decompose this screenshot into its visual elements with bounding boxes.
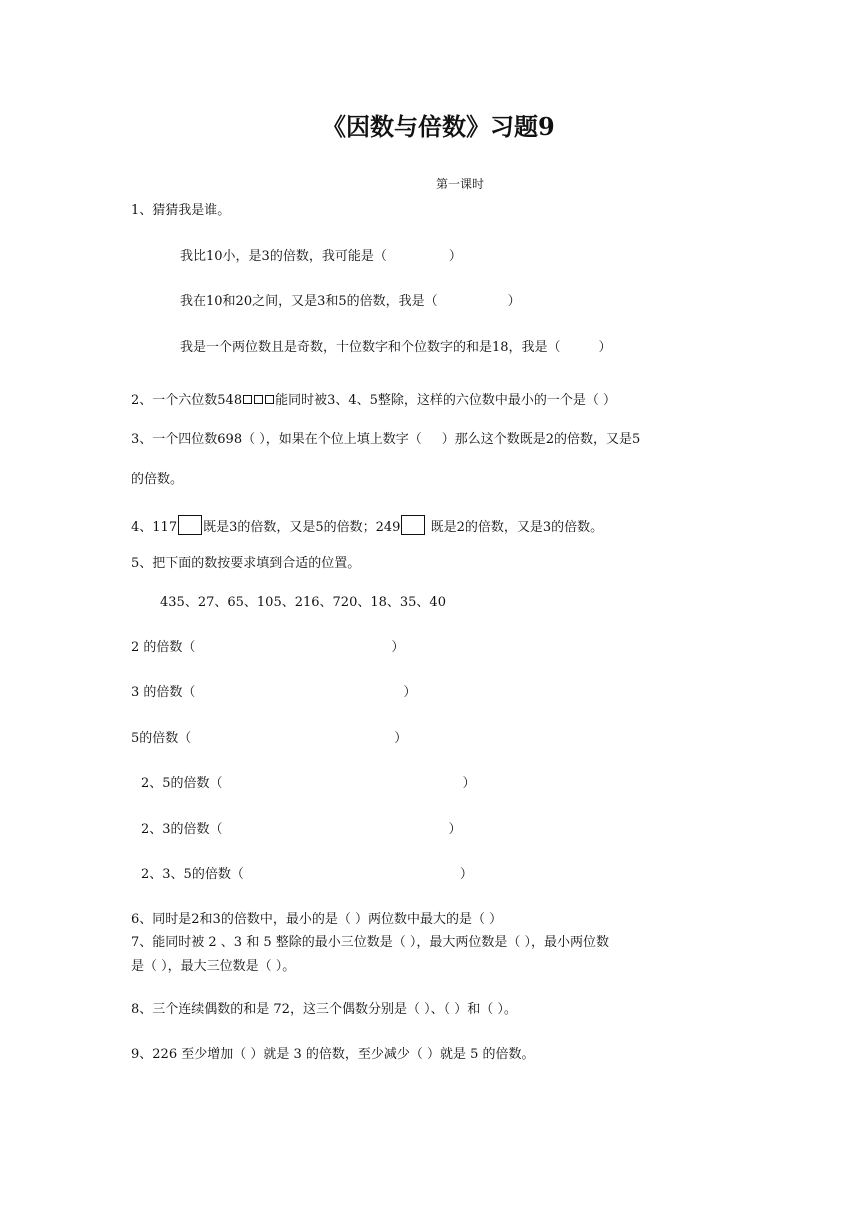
q5-row-2-3-5 (141, 867, 473, 883)
q5-row-5 (131, 731, 407, 747)
q5-row-close: ） (459, 867, 473, 882)
q5-row-3 (131, 685, 416, 701)
q5-row-label: 2、3、5的倍数（ (141, 867, 244, 882)
q6-line: 6、同时是2和3的倍数中，最小的是（ ）两位数中最大的是（ ） (131, 912, 503, 927)
q5-row-close: ） (462, 776, 476, 791)
q4-a: 4、117 (131, 520, 178, 535)
q7-line1: 7、能同时被 2 、3 和 5 整除的最小三位数是（ ），最大两位数是（ ），最小两位数 (131, 935, 610, 950)
q1-c-text: 我是一个两位数且是奇数，十位数字和个位数字的和是18，我是（ (180, 340, 561, 355)
q5-numbers: 435、27、65、105、216、720、18、35、40 (160, 595, 446, 610)
q1-line-b (180, 294, 521, 310)
answer-box (178, 515, 202, 535)
q4-b: 既是3的倍数，又是5的倍数；249 (203, 520, 401, 535)
q1-a-text: 我比10小，是3的倍数，我可能是（ (180, 249, 387, 264)
q2-suffix: 能同时被3、4、5整除，这样的六位数中最小的一个是（ ） (275, 393, 617, 408)
q3-line2: 的倍数。 (131, 472, 184, 487)
q5-row-close: ） (391, 640, 405, 655)
q2-line (131, 393, 616, 409)
q5-row-2 (131, 640, 404, 656)
q5-row-2-5 (141, 776, 476, 792)
page-title: 《因数与倍数》习题9 (322, 112, 555, 141)
q1-b-text: 我在10和20之间，又是3和5的倍数，我是（ (180, 294, 438, 309)
q5-stem: 5、把下面的数按要求填到合适的位置。 (131, 556, 361, 571)
answer-box (401, 515, 425, 535)
q5-row-2-3 (141, 822, 462, 838)
q1-stem: 1、猜猜我是谁。 (131, 203, 231, 218)
q3-line1 (131, 432, 640, 448)
digit-square-icon (265, 395, 274, 404)
q5-row-label: 2、3的倍数（ (141, 822, 223, 837)
q5-row-close: ） (394, 731, 408, 746)
q1-line-c (180, 340, 612, 356)
q5-row-close: ） (448, 822, 462, 837)
q1-line-a (180, 249, 462, 265)
q1-c-close: ） (598, 340, 612, 355)
q1-b-close: ） (507, 294, 521, 309)
q4-line (131, 515, 603, 536)
digit-square-icon (243, 395, 252, 404)
q5-row-label: 5的倍数（ (131, 731, 192, 746)
q3-part2: ）那么这个数既是2的倍数，又是5 (441, 432, 641, 447)
q9-line: 9、226 至少增加（ ）就是 3 的倍数，至少减少（ ）就是 5 的倍数。 (131, 1047, 535, 1062)
q7-line2: 是（ ），最大三位数是（ ）。 (131, 959, 296, 974)
q2-prefix: 2、一个六位数548 (131, 393, 243, 408)
q5-row-label: 3 的倍数（ (131, 685, 196, 700)
q3-part1: 3、一个四位数698（ ），如果在个位上填上数字（ (131, 432, 422, 447)
q8-line: 8、三个连续偶数的和是 72，这三个偶数分别是（ ）、（ ）和（ ）。 (131, 1002, 517, 1017)
digit-square-icon (254, 395, 263, 404)
page-subtitle: 第一课时 (436, 177, 485, 191)
q5-row-label: 2 的倍数（ (131, 640, 196, 655)
q1-a-close: ） (448, 249, 462, 264)
q5-row-label: 2、5的倍数（ (141, 776, 223, 791)
q5-row-close: ） (403, 685, 417, 700)
q4-c: 既是2的倍数，又是3的倍数。 (426, 520, 604, 535)
